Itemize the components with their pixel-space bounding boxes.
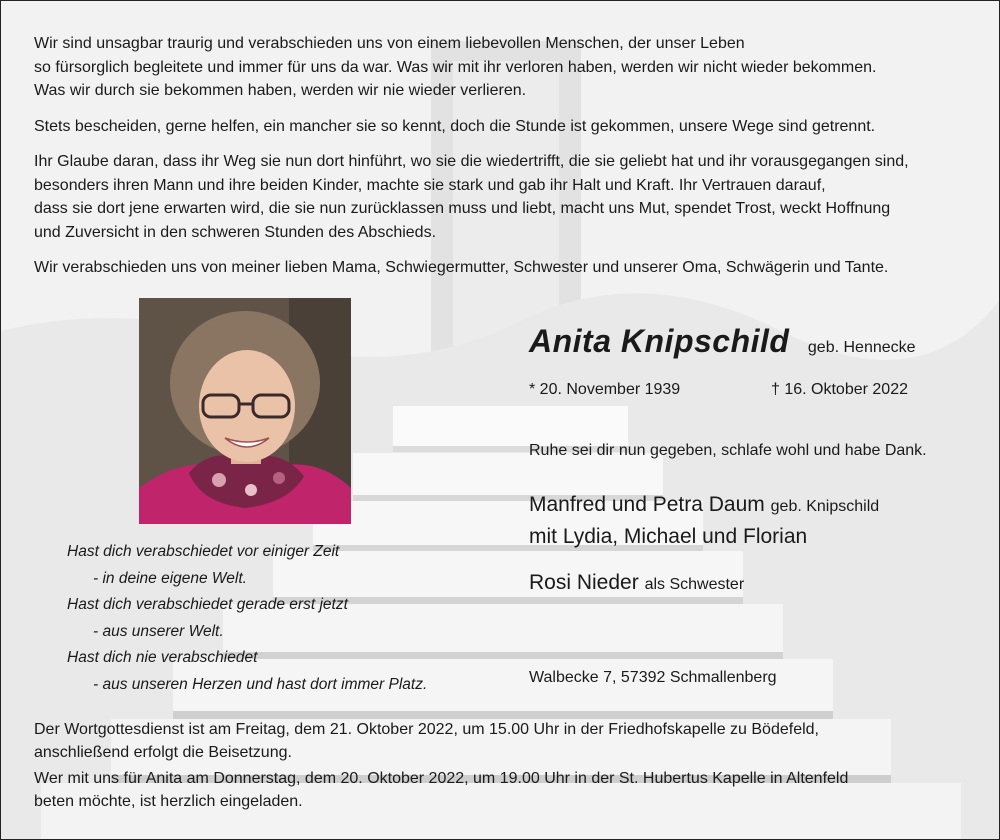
intro-line: Stets bescheiden, gerne helfen, ein mancher sie so kennt, doch die Stunde ist gekommen, unsere Wege sind getrennt.	[34, 117, 876, 135]
intro-line: Ihr Glaube daran, dass ihr Weg sie nun dort hinführt, wo sie die wiedertrifft, die sie geliebt hat und ihr vorausgegangen sind,	[34, 153, 909, 170]
poem-line: - aus unserer Welt.	[93, 622, 224, 640]
family-name: Rosi Nieder	[529, 571, 639, 594]
deceased-name: Anita Knipschild	[529, 323, 790, 359]
service-line: beten möchte, ist herzlich eingeladen.	[34, 792, 303, 810]
family-line: mit Lydia, Michael und Florian	[529, 525, 808, 548]
intro-line: so fürsorglich begleitete und immer für uns da war. Was wir mit ihr verloren haben, werden wir nicht wieder bekommen.	[34, 58, 877, 76]
poem-line: Hast dich verabschiedet vor einiger Zeit	[67, 543, 340, 560]
intro-line: und Zuversicht in den schweren Stunden des Abschieds.	[34, 223, 437, 241]
life-dates	[529, 381, 929, 399]
name-block	[529, 323, 969, 360]
family-name: Manfred und Petra Daum	[529, 493, 765, 516]
poem-line: - in deine eigene Welt.	[93, 569, 247, 587]
service-info	[34, 719, 974, 817]
motto-text: Ruhe sei dir nun gegeben, schlafe wohl und habe Dank.	[529, 442, 927, 459]
poem-line: - aus unseren Herzen und hast dort immer Platz.	[93, 675, 428, 693]
service-line: Wer mit uns für Anita am Donnerstag, dem 20. Oktober 2022, um 19.00 Uhr in der St. Hubertus Kapelle in Altenfeld	[34, 770, 849, 787]
family-line	[529, 493, 879, 517]
family-line	[529, 571, 744, 595]
address: Walbecke 7, 57392 Schmallenberg	[529, 669, 777, 686]
poem	[67, 539, 487, 698]
portrait-photo	[139, 298, 351, 524]
intro-line: Wir verabschieden uns von meiner lieben Mama, Schwiegermutter, Schwester und unserer Oma, Schwägerin und Tante.	[34, 259, 889, 276]
intro-line: Was wir durch sie bekommen haben, werden wir nie wieder verlieren.	[34, 82, 527, 99]
service-line: anschließend erfolgt die Beisetzung.	[34, 743, 292, 761]
birth-date: * 20. November 1939	[529, 381, 681, 398]
intro-line: besonders ihren Mann und ihre beiden Kinder, machte sie stark und gab ihr Halt und Kraft. Ihr Vertrauen darauf,	[34, 176, 826, 194]
intro-line: Wir sind unsagbar traurig und verabschieden uns von einem liebevollen Menschen, der unser Leben	[34, 35, 745, 52]
poem-line: Hast dich verabschiedet gerade erst jetzt	[67, 596, 348, 613]
poem-line: Hast dich nie verabschiedet	[67, 649, 258, 666]
intro-text	[34, 32, 964, 292]
death-date: † 16. Oktober 2022	[771, 381, 908, 398]
service-line: Der Wortgottesdienst ist am Freitag, dem 21. Oktober 2022, um 15.00 Uhr in der Friedhofskapelle zu Bödefeld,	[34, 721, 819, 738]
family-note: geb. Knipschild	[770, 498, 880, 515]
family-note: als Schwester	[644, 576, 745, 593]
intro-line: dass sie dort jene erwarten wird, die sie nun zurücklassen muss und liebt, macht uns Mut, spendet Trost, weckt Hoffnung	[34, 200, 891, 217]
maiden-name: geb. Hennecke	[807, 339, 916, 356]
